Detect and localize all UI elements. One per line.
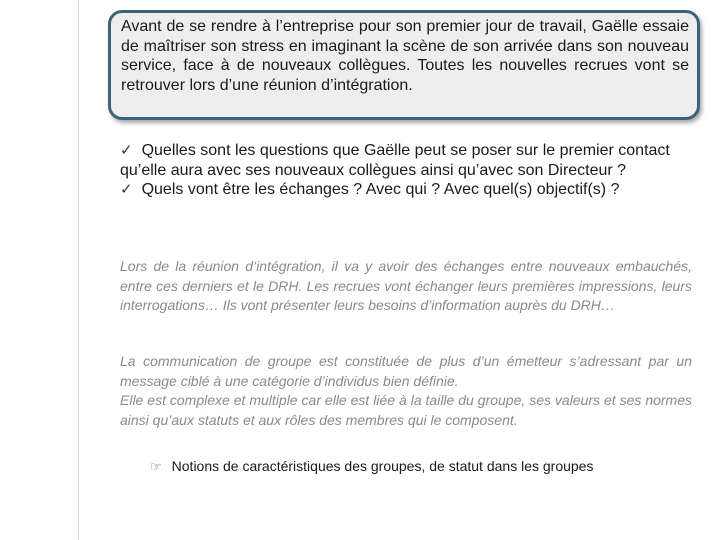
question-item bbox=[120, 180, 680, 200]
left-margin-rule bbox=[78, 0, 79, 540]
topic-text: Notions de caractéristiques des groupes, de statut dans les groupes bbox=[171, 458, 594, 474]
question-text: Quels vont être les échanges ? Avec qui ? Avec quel(s) objectif(s) ? bbox=[141, 181, 620, 198]
topic-bullet bbox=[150, 457, 710, 476]
question-item bbox=[120, 141, 680, 180]
definition-paragraph: La communication de groupe est constituée de plus d’un émetteur s’adressant par un message ciblé à une catégorie d’individus bien définie. bbox=[120, 353, 692, 389]
pointing-hand-icon: ☞ bbox=[150, 459, 162, 474]
complexity-paragraph: Elle est complexe et multiple car elle est liée à la taille du groupe, ses valeurs et ses normes ainsi qu’aux statuts et aux rôles des membres qui le composent. bbox=[120, 392, 692, 428]
integration-paragraph: Lors de la réunion d’intégration, il va y avoir des échanges entre nouveaux embauchés, entre ces derniers et le DRH. Les recrues vont échanger leurs premières impressions, leurs interrogations… Ils vont présenter leurs besoins d’information auprès du DRH… bbox=[120, 258, 692, 313]
intro-text: Avant de se rendre à l’entreprise pour son premier jour de travail, Gaëlle essaie de maîtriser son stress en imaginant la scène de son arrivée dans son nouveau service, face à de nouveaux collègues. Toutes les nouvelles recrues vont se retrouver lors d’une réunion d’intégration. bbox=[121, 18, 689, 94]
check-icon: ✓ bbox=[120, 142, 133, 159]
check-icon: ✓ bbox=[120, 181, 133, 198]
question-text: Quelles sont les questions que Gaëlle peut se poser sur le premier contact qu’elle aura avec ses nouveaux collègues ainsi qu’avec son Directeur ? bbox=[120, 142, 670, 179]
intro-box bbox=[108, 10, 700, 120]
question-list bbox=[120, 141, 680, 200]
